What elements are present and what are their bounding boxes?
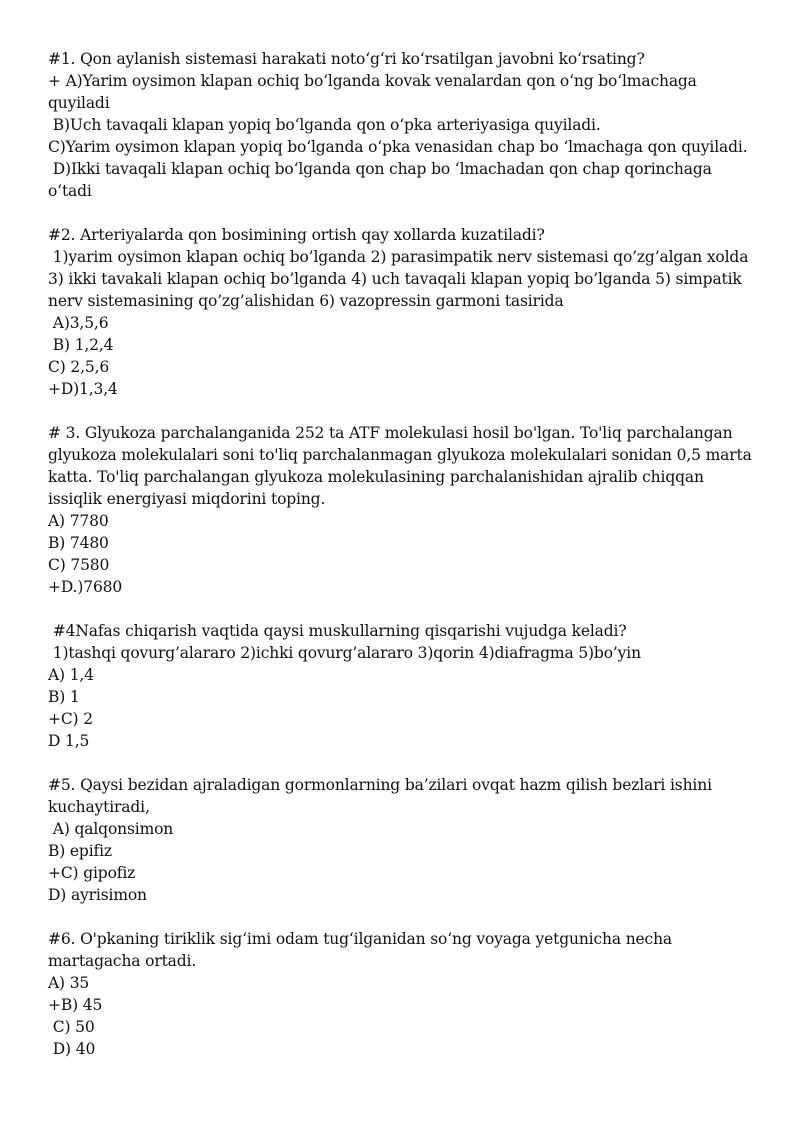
question-4-option-b: B) 1	[48, 688, 80, 706]
question-1	[48, 48, 760, 202]
question-3	[48, 422, 760, 598]
question-4-option-d: D 1,5	[48, 732, 90, 750]
question-2-option-c: C) 2,5,6	[48, 358, 110, 376]
question-5-text: #5. Qaysi bezidan ajraladigan gormonlarning ba’zilari ovqat hazm qilish bezlari ishini kuchaytiradi,	[48, 776, 717, 816]
question-1-option-b: B)Uch tavaqali klapan yopiq bo‘lganda qon o‘pka arteriyasiga quyiladi.	[48, 116, 601, 134]
question-6-option-c: C) 50	[48, 1018, 95, 1036]
question-1-option-a: + A)Yarim oysimon klapan ochiq bo‘lganda kovak venalardan qon o‘ng bo‘lmachaga quyiladi	[48, 72, 702, 112]
question-2-text: #2. Arteriyalarda qon bosimining ortish qay xollarda kuzatiladi?	[48, 226, 545, 244]
question-4	[48, 620, 760, 752]
question-2-option-a: A)3,5,6	[48, 314, 109, 332]
question-5	[48, 774, 760, 906]
question-2-statements: 1)yarim oysimon klapan ochiq bo’lganda 2) parasimpatik nerv sistemasi qo’zg’algan xolda 3) ikki tavakali klapan ochiq bo’lganda 4) uch tavaqali klapan yopiq bo’lganda 5) simpatik nerv sistemasining qo’zg’alishidan 6) vazopressin garmoni tasirida	[48, 248, 754, 310]
question-4-statements: 1)tashqi qovurg’alararo 2)ichki qovurg’alararo 3)qorin 4)diafragma 5)bo’yin	[48, 644, 641, 662]
question-3-option-a: A) 7780	[48, 512, 109, 530]
question-4-text: #4Nafas chiqarish vaqtida qaysi muskullarning qisqarishi vujudga keladi?	[48, 622, 627, 640]
question-2-option-b: B) 1,2,4	[48, 336, 114, 354]
question-5-option-d: D) ayrisimon	[48, 886, 147, 904]
question-1-option-c: C)Yarim oysimon klapan yopiq bo‘lganda o‘pka venasidan chap bo ‘lmachaga qon quyiladi.	[48, 138, 748, 156]
question-2-option-d: +D)1,3,4	[48, 380, 118, 398]
question-3-text: # 3. Glyukoza parchalanganida 252 ta ATF molekulasi hosil bo'lgan. To'liq parchalangan glyukoza molekulalari soni to'liq parchalanmagan glyukoza molekulalari sonidan 0,5 marta katta. To'liq parchalangan glyukoza molekulasining parchalanishidan ajralib chiqqan issiqlik energiyasi miqdorini toping.	[48, 424, 757, 508]
question-6-option-d: D) 40	[48, 1040, 96, 1058]
question-5-option-c: +C) gipofiz	[48, 864, 136, 882]
question-6-text: #6. O'pkaning tiriklik sig‘imi odam tug‘ilganidan so‘ng voyaga yetgunicha necha martagacha ortadi.	[48, 930, 677, 970]
question-5-option-b: B) epifiz	[48, 842, 112, 860]
question-2	[48, 224, 760, 400]
question-3-option-b: B) 7480	[48, 534, 109, 552]
question-6-option-a: A) 35	[48, 974, 90, 992]
document-page	[48, 48, 760, 1082]
question-1-text: #1. Qon aylanish sistemasi harakati noto‘g‘ri ko‘rsatilgan javobni ko‘rsating?	[48, 50, 645, 68]
question-4-option-a: A) 1,4	[48, 666, 94, 684]
question-3-option-d: +D.)7680	[48, 578, 123, 596]
question-4-option-c: +C) 2	[48, 710, 93, 728]
question-3-option-c: C) 7580	[48, 556, 110, 574]
question-6-option-b: +B) 45	[48, 996, 103, 1014]
question-6	[48, 928, 760, 1060]
question-5-option-a: A) qalqonsimon	[48, 820, 174, 838]
question-1-option-d: D)Ikki tavaqali klapan ochiq bo‘lganda qon chap bo ‘lmachadan qon chap qorinchaga o‘tadi	[48, 160, 717, 200]
